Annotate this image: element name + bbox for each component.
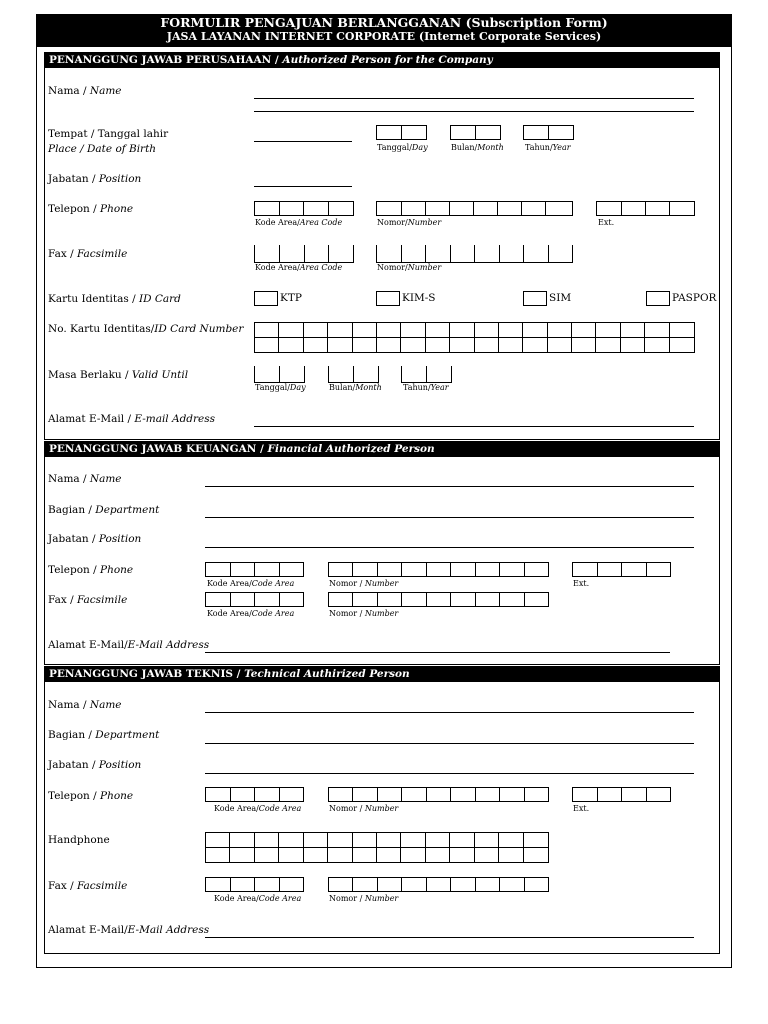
digit-box[interactable] (230, 848, 254, 863)
caption-day: Tanggal/Day (377, 143, 428, 152)
digit-box[interactable] (427, 788, 451, 801)
fin-name-field[interactable] (205, 486, 694, 487)
digit-box[interactable] (328, 848, 352, 863)
caption-fax-number: Nomor/Number (377, 263, 442, 272)
digit-box[interactable] (525, 788, 548, 801)
digit-box[interactable] (499, 323, 523, 338)
label-id-card: Kartu Identitas / ID Card (48, 293, 181, 305)
label-tech-fax: Fax / Facsimile (48, 880, 128, 892)
caption-fin-fax-number: Nomor / Number (329, 609, 399, 618)
digit-box[interactable] (475, 338, 499, 353)
digit-box[interactable] (451, 593, 475, 606)
digit-box[interactable] (353, 848, 377, 863)
digit-box[interactable] (206, 788, 231, 801)
tech-email-field[interactable] (205, 937, 694, 938)
caption-tech-ext: Ext. (573, 804, 590, 813)
digit-box[interactable] (451, 878, 475, 891)
label-paspor: PASPOR (672, 292, 717, 304)
digit-box[interactable] (427, 878, 451, 891)
fin-phone-ext-boxes[interactable] (572, 562, 671, 577)
digit-box[interactable] (353, 563, 377, 576)
tech-fax-area-boxes[interactable] (205, 877, 304, 892)
digit-box[interactable] (206, 593, 231, 606)
digit-box[interactable] (402, 593, 426, 606)
digit-box[interactable] (450, 323, 474, 338)
digit-box[interactable] (475, 848, 499, 863)
digit-box[interactable] (596, 338, 620, 353)
digit-box[interactable] (451, 563, 475, 576)
digit-box[interactable] (524, 848, 548, 863)
digit-box[interactable] (523, 338, 547, 353)
digit-box[interactable] (280, 593, 304, 606)
digit-box[interactable] (622, 788, 647, 801)
digit-box[interactable] (279, 848, 303, 863)
digit-box[interactable] (304, 338, 328, 353)
digit-box[interactable] (476, 563, 500, 576)
digit-box[interactable] (378, 788, 402, 801)
birth-month-boxes[interactable] (450, 125, 501, 140)
digit-box[interactable] (401, 338, 425, 353)
caption-month: Bulan/Month (451, 143, 504, 152)
digit-box[interactable] (377, 833, 401, 848)
fin-position-field[interactable] (205, 547, 694, 548)
caption-fin-ext: Ext. (573, 579, 590, 588)
label-phone: Telepon / Phone (48, 203, 134, 215)
label-email: Alamat E-Mail / E-mail Address (48, 413, 216, 425)
digit-box[interactable] (645, 323, 669, 338)
digit-box[interactable] (353, 593, 377, 606)
digit-box[interactable] (378, 878, 402, 891)
caption-valid-year: Tahun/Year (403, 383, 449, 392)
tech-phone-area-boxes[interactable] (205, 787, 304, 802)
label-tech-department: Bagian / Department (48, 729, 160, 741)
checkbox-kims[interactable] (376, 291, 400, 306)
digit-box[interactable] (231, 593, 256, 606)
digit-box[interactable] (231, 878, 256, 891)
email-field[interactable] (254, 426, 694, 427)
digit-box[interactable] (598, 563, 623, 576)
fax-area-boxes[interactable] (254, 245, 354, 263)
digit-box[interactable] (280, 878, 304, 891)
digit-box[interactable] (499, 833, 523, 848)
form-subtitle: JASA LAYANAN INTERNET CORPORATE (Internet Corporate Services) (166, 30, 602, 43)
tech-department-field[interactable] (205, 743, 694, 744)
digit-box[interactable] (622, 563, 647, 576)
fin-fax-number-boxes[interactable] (328, 592, 549, 607)
digit-box[interactable] (255, 788, 280, 801)
tech-phone-number-boxes[interactable] (328, 787, 549, 802)
digit-box[interactable] (353, 323, 377, 338)
digit-box[interactable] (280, 563, 304, 576)
caption-number: Nomor/Number (377, 218, 442, 227)
phone-number-boxes[interactable] (376, 201, 573, 216)
digit-box[interactable] (328, 338, 352, 353)
name-field-line-2[interactable] (254, 111, 694, 112)
label-place-date-birth: Tempat / Tanggal lahir (48, 128, 169, 140)
caption-fax-area-code: Kode Area/Area Code (255, 263, 343, 272)
digit-box[interactable] (451, 788, 475, 801)
digit-box[interactable] (255, 878, 280, 891)
birthplace-field[interactable] (254, 141, 352, 142)
checkbox-sim[interactable] (523, 291, 547, 306)
section-financial-person (44, 441, 720, 665)
digit-box[interactable] (329, 593, 353, 606)
digit-box[interactable] (328, 323, 352, 338)
caption-ext: Ext. (598, 218, 615, 227)
fin-phone-area-boxes[interactable] (205, 562, 304, 577)
label-place-date-birth-en: Place / Date of Birth (48, 143, 157, 155)
label-ktp: KTP (280, 292, 302, 304)
tech-name-field[interactable] (205, 712, 694, 713)
caption-valid-day: Tanggal/Day (255, 383, 306, 392)
digit-box[interactable] (329, 788, 353, 801)
digit-box[interactable] (572, 338, 596, 353)
digit-box[interactable] (206, 833, 230, 848)
digit-box[interactable] (621, 338, 645, 353)
digit-box[interactable] (500, 788, 524, 801)
digit-box[interactable] (475, 833, 499, 848)
digit-box[interactable] (427, 593, 451, 606)
digit-box[interactable] (402, 878, 426, 891)
tech-position-field[interactable] (205, 773, 694, 774)
name-field-line-1[interactable] (254, 98, 694, 99)
digit-box[interactable] (500, 563, 524, 576)
label-id-card-number: No. Kartu Identitas/ID Card Number (48, 323, 244, 335)
birth-year-boxes[interactable] (523, 125, 574, 140)
digit-box[interactable] (329, 563, 353, 576)
digit-box[interactable] (475, 323, 499, 338)
digit-box[interactable] (206, 848, 230, 863)
digit-box[interactable] (255, 323, 279, 338)
digit-box[interactable] (206, 563, 231, 576)
label-fin-department: Bagian / Department (48, 504, 160, 516)
digit-box[interactable] (621, 323, 645, 338)
digit-box[interactable] (378, 593, 402, 606)
digit-box[interactable] (206, 878, 231, 891)
label-position: Jabatan / Position (48, 173, 142, 185)
label-fin-fax: Fax / Facsimile (48, 594, 128, 606)
digit-box[interactable] (426, 833, 450, 848)
digit-box[interactable] (476, 878, 500, 891)
label-fax: Fax / Facsimile (48, 248, 128, 260)
digit-box[interactable] (573, 788, 598, 801)
digit-box[interactable] (304, 833, 328, 848)
digit-box[interactable] (377, 323, 401, 338)
caption-tech-fax-number: Nomor / Number (329, 894, 399, 903)
checkbox-paspor[interactable] (646, 291, 670, 306)
digit-box[interactable] (401, 833, 425, 848)
digit-box[interactable] (427, 563, 451, 576)
label-fin-email: Alamat E-Mail/E-Mail Address (48, 639, 210, 651)
digit-box[interactable] (450, 833, 474, 848)
fin-fax-area-boxes[interactable] (205, 592, 304, 607)
caption-area-code: Kode Area/Area Code (255, 218, 343, 227)
caption-valid-month: Bulan/Month (329, 383, 382, 392)
fax-number-boxes[interactable] (376, 245, 573, 263)
digit-box[interactable] (670, 338, 694, 353)
digit-box[interactable] (598, 788, 623, 801)
digit-box[interactable] (279, 338, 303, 353)
fin-email-field[interactable] (205, 652, 670, 653)
digit-box[interactable] (255, 848, 279, 863)
digit-box[interactable] (647, 788, 671, 801)
fin-department-field[interactable] (205, 517, 694, 518)
digit-box[interactable] (450, 338, 474, 353)
digit-box[interactable] (279, 323, 303, 338)
digit-box[interactable] (524, 833, 548, 848)
digit-box[interactable] (670, 323, 694, 338)
tech-fax-number-boxes[interactable] (328, 877, 549, 892)
label-fin-phone: Telepon / Phone (48, 564, 134, 576)
valid-year-boxes[interactable] (401, 366, 452, 383)
digit-box[interactable] (525, 878, 548, 891)
digit-box[interactable] (304, 323, 328, 338)
caption-fin-area: Kode Area/Code Area (207, 579, 295, 588)
digit-box[interactable] (231, 788, 256, 801)
form-title-bar (36, 14, 732, 47)
digit-box[interactable] (499, 848, 523, 863)
digit-box[interactable] (426, 338, 450, 353)
label-tech-name: Nama / Name (48, 699, 122, 711)
label-name: Nama / Name (48, 85, 122, 97)
digit-box[interactable] (329, 878, 353, 891)
digit-box[interactable] (525, 593, 548, 606)
digit-box[interactable] (255, 563, 280, 576)
digit-box[interactable] (353, 788, 377, 801)
digit-box[interactable] (500, 593, 524, 606)
digit-box[interactable] (402, 788, 426, 801)
phone-ext-boxes[interactable] (596, 201, 695, 216)
digit-box[interactable] (499, 338, 523, 353)
digit-box[interactable] (353, 878, 377, 891)
digit-box[interactable] (377, 848, 401, 863)
section-technical-person-header: PENANGGUNG JAWAB TEKNIS / Technical Authirized Person (44, 666, 720, 682)
digit-box[interactable] (523, 323, 547, 338)
digit-box[interactable] (304, 848, 328, 863)
digit-box[interactable] (280, 788, 304, 801)
digit-box[interactable] (377, 338, 401, 353)
digit-box[interactable] (548, 338, 572, 353)
tech-phone-ext-boxes[interactable] (572, 787, 671, 802)
digit-box[interactable] (525, 563, 548, 576)
label-sim: SIM (549, 292, 572, 304)
digit-box[interactable] (279, 833, 303, 848)
digit-box[interactable] (402, 563, 426, 576)
digit-box[interactable] (647, 563, 671, 576)
digit-box[interactable] (500, 878, 524, 891)
label-handphone: Handphone (48, 834, 110, 846)
digit-box[interactable] (572, 323, 596, 338)
digit-box[interactable] (426, 323, 450, 338)
digit-box[interactable] (426, 848, 450, 863)
label-kims: KIM-S (402, 292, 436, 304)
label-fin-name: Nama / Name (48, 473, 122, 485)
digit-box[interactable] (401, 323, 425, 338)
caption-fin-number: Nomor / Number (329, 579, 399, 588)
valid-day-boxes[interactable] (254, 366, 305, 383)
label-tech-position: Jabatan / Position (48, 759, 142, 771)
label-valid-until: Masa Berlaku / Valid Until (48, 369, 189, 381)
digit-box[interactable] (450, 848, 474, 863)
checkbox-ktp[interactable] (254, 291, 278, 306)
digit-box[interactable] (401, 848, 425, 863)
section-financial-person-header: PENANGGUNG JAWAB KEUANGAN / Financial Authorized Person (44, 441, 720, 457)
position-field[interactable] (254, 186, 352, 187)
digit-box[interactable] (573, 563, 598, 576)
handphone-grid[interactable] (205, 832, 549, 863)
digit-box[interactable] (353, 833, 377, 848)
digit-box[interactable] (378, 563, 402, 576)
id-card-number-grid[interactable] (254, 322, 695, 353)
digit-box[interactable] (476, 788, 500, 801)
caption-year: Tahun/Year (525, 143, 571, 152)
label-fin-position: Jabatan / Position (48, 533, 142, 545)
digit-box[interactable] (548, 323, 572, 338)
label-tech-email: Alamat E-Mail/E-Mail Address (48, 924, 210, 936)
section-company-person-header: PENANGGUNG JAWAB PERUSAHAAN / Authorized Person for the Company (44, 52, 720, 68)
digit-box[interactable] (476, 593, 500, 606)
birth-day-boxes[interactable] (376, 125, 427, 140)
digit-box[interactable] (645, 338, 669, 353)
digit-box[interactable] (328, 833, 352, 848)
caption-tech-number: Nomor / Number (329, 804, 399, 813)
caption-tech-area: Kode Area/Code Area (214, 804, 302, 813)
phone-area-boxes[interactable] (254, 201, 354, 216)
digit-box[interactable] (596, 323, 620, 338)
valid-month-boxes[interactable] (328, 366, 379, 383)
fin-phone-number-boxes[interactable] (328, 562, 549, 577)
caption-fin-fax-area: Kode Area/Code Area (207, 609, 295, 618)
digit-box[interactable] (255, 593, 280, 606)
digit-box[interactable] (353, 338, 377, 353)
form-title: FORMULIR PENGAJUAN BERLANGGANAN (Subscription Form) (160, 15, 608, 30)
caption-tech-fax-area: Kode Area/Code Area (214, 894, 302, 903)
digit-box[interactable] (255, 833, 279, 848)
label-tech-phone: Telepon / Phone (48, 790, 134, 802)
digit-box[interactable] (231, 563, 256, 576)
digit-box[interactable] (255, 338, 279, 353)
digit-box[interactable] (230, 833, 254, 848)
